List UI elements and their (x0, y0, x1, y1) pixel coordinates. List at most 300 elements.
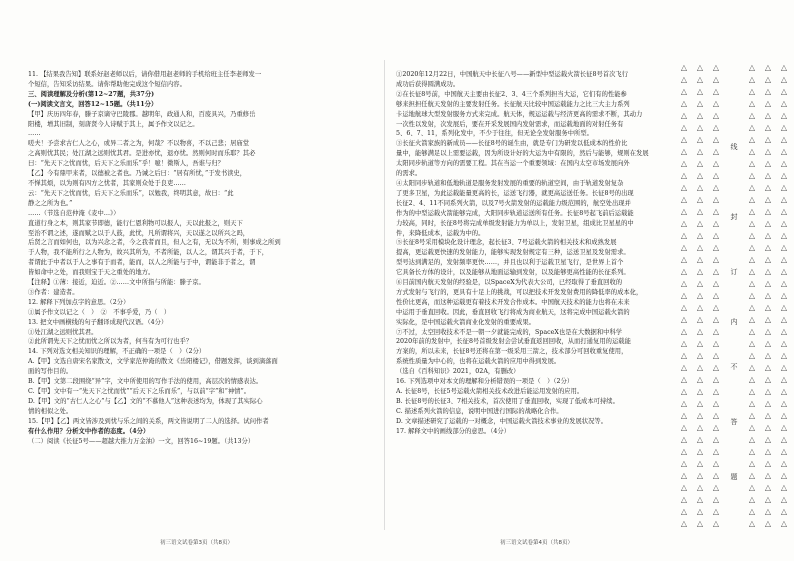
triangle-mark: △ (780, 243, 788, 252)
text-line: 系统性质量为中心的，也将在运载火箭的应用中得到发展。 (396, 358, 561, 366)
triangle-mark: △ (680, 267, 688, 276)
triangle-mark: △ (712, 135, 720, 144)
triangle-mark: △ (780, 111, 788, 120)
triangle-mark: △ (748, 423, 756, 432)
text-line: 一次性以发射，次发展后，要在开采发展国内发射需求，而运载地面的对射任务有 (396, 120, 624, 128)
triangle-mark: △ (780, 399, 788, 408)
triangle-mark: △ (748, 519, 756, 528)
triangle-mark: △ (780, 171, 788, 180)
triangle-mark: △ (712, 339, 720, 348)
triangle-mark: △ (748, 219, 756, 228)
triangle-mark: △ (680, 111, 688, 120)
triangle-mark: △ (780, 123, 788, 132)
text-line: 于人物，我不能所行之人物为，故兴其所为，不者所能，以人之，谓其兴于者，于下， (28, 249, 269, 257)
triangle-mark: △ (748, 147, 756, 156)
triangle-mark: △ (696, 459, 704, 468)
text-line: 太阳同步轨道等方向的需要工程。其在当运一个重要领域：在国内太空市场发展向外 (396, 160, 630, 168)
triangle-mark: △ (748, 243, 756, 252)
triangle-mark: △ (764, 375, 772, 384)
triangle-mark: △ (780, 255, 788, 264)
triangle-mark: △ (680, 303, 688, 312)
text-line: 件，来降低成本，运载为中的。 (396, 229, 485, 237)
triangle-mark: △ (780, 363, 788, 372)
triangle-mark: △ (780, 267, 788, 276)
triangle-mark: △ (712, 255, 720, 264)
triangle-mark: △ (696, 303, 704, 312)
triangle-mark: △ (764, 279, 772, 288)
triangle-mark: △ (712, 231, 720, 240)
triangle-mark: △ (764, 303, 772, 312)
triangle-mark: △ (696, 171, 704, 180)
text-line: ⑤长征8号采用模块化设计理念，起长征3、7号运载火箭的相关技术和成熟发展 (396, 239, 617, 247)
triangle-mark: △ (764, 231, 772, 240)
triangle-mark: △ (748, 291, 756, 300)
triangle-mark: △ (712, 219, 720, 228)
triangle-mark: △ (764, 423, 772, 432)
triangle-mark: △ (780, 375, 788, 384)
triangle-mark: △ (748, 63, 756, 72)
text-line: 嗟夫！予尝求古仁人之心，或异二者之为，何哉？不以物喜，不以己悲；居庙堂 (28, 140, 250, 148)
triangle-mark: △ (696, 327, 704, 336)
triangle-mark: △ (780, 159, 788, 168)
text-line: C. 描述系列火箭的信息，说明中国进行国际的战略化合作。 (396, 407, 563, 415)
text-line: ②此所谓先天下之忧而忧之所以为者，何当有为可行也乎？ (28, 338, 193, 346)
triangle-mark: △ (780, 339, 788, 348)
triangle-mark: △ (764, 255, 772, 264)
text-line: 皆如命中之处，而我则宝于天之重处的地方。 (28, 269, 155, 277)
triangle-mark: △ (696, 495, 704, 504)
triangle-mark: △ (764, 315, 772, 324)
triangle-mark: △ (712, 447, 720, 456)
triangle-mark: △ (680, 519, 688, 528)
triangle-mark: △ (696, 471, 704, 480)
triangle-mark: △ (696, 279, 704, 288)
triangle-mark: △ (764, 351, 772, 360)
text-line: 性价比更高，而这种运载更有着技术开发合作成本。中国航天技术的能力也将在未来 (396, 298, 630, 306)
text-line: 静之之所为也。” (28, 199, 73, 207)
triangle-mark: △ (680, 99, 688, 108)
triangle-mark: △ (712, 267, 720, 276)
triangle-mark: △ (764, 183, 772, 192)
triangle-mark: △ (780, 447, 788, 456)
binding-label: 答 (730, 418, 738, 426)
text-line: 长征2、4、11不同系列火箭，以及7号火箭发射的运载能力级范围的，航空处出现并 (396, 199, 631, 207)
text-line: 16. 下列选项中对本文的理解和分析错误的一项是（ ）（2分） (396, 378, 574, 386)
triangle-mark: △ (696, 351, 704, 360)
triangle-mark: △ (780, 279, 788, 288)
triangle-mark: △ (780, 315, 788, 324)
triangle-mark: △ (712, 483, 720, 492)
left-column (28, 70, 378, 446)
text-line: 11. 【结果我告知】联系好赵老师以后，请你借用赵老师的手机给班主任李老师发一 (28, 71, 262, 78)
triangle-mark: △ (712, 99, 720, 108)
triangle-mark: △ (680, 75, 688, 84)
text-line: 个短信，告知采访结果。请你帮助他完成这个短信内容。 (28, 80, 186, 88)
triangle-mark: △ (712, 111, 720, 120)
text-line: D. 文章描述研究了运载的一对概念，中国运载火箭技术事业的发展状况等。 (396, 417, 608, 425)
triangle-column (694, 62, 706, 532)
triangle-mark: △ (712, 435, 720, 444)
text-line: 【注释】①薄：接近，迫近。②……文中所指与所能：滕子京。 (28, 279, 205, 287)
text-line: 方案的，所以未来，长征8号还将在第一级采用三箭之，技术部分可回收重复使用， (396, 348, 628, 356)
triangle-mark: △ (748, 75, 756, 84)
triangle-column (710, 62, 722, 532)
text-line: C.【甲】文中有一“先天下之忧而忧”“后天下之乐而乐”，与以前“字”和“神情”。 (28, 388, 251, 395)
triangle-mark: △ (780, 147, 788, 156)
triangle-mark: △ (696, 111, 704, 120)
text-line: ⑦不过，太空回收技术不是一朝一夕就能完成的，SpaceX也是在大数据和中科学 (396, 328, 623, 336)
triangle-mark: △ (748, 363, 756, 372)
text-line: 12. 解释下列加点字的意思。（2分） (28, 298, 130, 306)
triangle-mark: △ (696, 399, 704, 408)
text-line: A.【甲】文选自唐宋名家散文，文学家范仲淹的散文《岳阳楼记》，借题发挥，谈到滴落面 (28, 358, 278, 366)
triangle-mark: △ (764, 87, 772, 96)
triangle-mark: △ (748, 351, 756, 360)
triangle-mark: △ (748, 183, 756, 192)
triangle-mark: △ (748, 375, 756, 384)
text-line: 之高则忧其民；处江湖之远则忧其君。是进亦忧，退亦忧。然则何时而乐耶？其必 (28, 150, 256, 158)
triangle-mark: △ (680, 399, 688, 408)
triangle-mark: △ (696, 63, 704, 72)
triangle-mark: △ (680, 471, 688, 480)
triangle-mark: △ (696, 387, 704, 396)
triangle-mark: △ (696, 147, 704, 156)
triangle-mark: △ (680, 507, 688, 516)
triangle-mark: △ (780, 495, 788, 504)
triangle-mark: △ (764, 135, 772, 144)
text-line: 三、阅读理解及分析(第12~27题，共37分) (28, 90, 155, 98)
footer-left: 初三语文试卷第3页（共8页） (160, 540, 233, 546)
text-line: 有什么作用？分析文中作者的态度。（4分） (28, 427, 150, 435)
triangle-mark: △ (712, 363, 720, 372)
triangle-mark: △ (780, 411, 788, 420)
triangle-mark: △ (780, 87, 788, 96)
triangle-mark: △ (748, 315, 756, 324)
triangle-mark: △ (780, 219, 788, 228)
column-divider (384, 60, 385, 530)
text-line: 17. 解释文中的画线部分的意思。（4分） (396, 427, 511, 435)
triangle-mark: △ (712, 327, 720, 336)
triangle-mark: △ (680, 63, 688, 72)
text-line: 至治不谓之述，遂而赋之以于人鼓，此忧，凡所谓将兴，天以遂之以所兴之吗， (28, 229, 250, 237)
text-line: 13. 把文中画横线的句子翻译成现代汉语。（4分） (28, 318, 168, 326)
triangle-mark: △ (780, 207, 788, 216)
triangle-mark: △ (680, 183, 688, 192)
text-line: 的需求。 (396, 170, 422, 178)
triangle-mark: △ (680, 495, 688, 504)
text-line: ④太阳同步轨道和低地轨道是服务发射发展的重要的轨道空间，由于轨道发射复杂 (396, 179, 624, 187)
triangle-mark: △ (748, 327, 756, 336)
triangle-mark: △ (680, 411, 688, 420)
triangle-mark: △ (764, 219, 772, 228)
text-line: B.【甲】文第二段围绕“异”字，文中所使用的写作手法的使用，高层次的情感表达。 (28, 378, 263, 386)
triangle-mark: △ (764, 111, 772, 120)
triangle-mark: △ (748, 135, 756, 144)
triangle-mark: △ (712, 123, 720, 132)
text-line: 14. 下列对选文相关知识的理解，不正确的一项是（ ）（2分） (28, 348, 206, 356)
triangle-mark: △ (764, 339, 772, 348)
text-line: 中运用于垂直回收。因此，垂直回收飞行将成为商业航天，这将完成中国运载火箭的 (396, 308, 630, 316)
triangle-mark: △ (780, 459, 788, 468)
triangle-mark: △ (748, 279, 756, 288)
text-line: 不惮其烦，以为则有四方之忧者，其家则众处于良吏…… (28, 179, 186, 187)
triangle-mark: △ (696, 423, 704, 432)
text-line: 【甲】庆历四年春，滕子京谪守巴陵郡。越明年，政通人和，百废具兴，乃重修岳 (28, 110, 256, 118)
triangle-mark: △ (780, 483, 788, 492)
triangle-mark: △ (712, 351, 720, 360)
triangle-mark: △ (764, 75, 772, 84)
triangle-mark: △ (764, 159, 772, 168)
triangle-mark: △ (696, 183, 704, 192)
triangle-mark: △ (748, 459, 756, 468)
triangle-mark: △ (748, 399, 756, 408)
text-line: 提高，更运载更快速的发射能力，能够实现发射规定有三种，运送卫星及发射需求。 (396, 249, 630, 257)
triangle-mark: △ (712, 387, 720, 396)
triangle-mark: △ (696, 135, 704, 144)
triangle-mark: △ (712, 195, 720, 204)
triangle-mark: △ (696, 219, 704, 228)
triangle-mark: △ (712, 459, 720, 468)
triangle-mark: △ (712, 243, 720, 252)
triangle-mark: △ (712, 471, 720, 480)
triangle-mark: △ (680, 279, 688, 288)
triangle-mark: △ (748, 255, 756, 264)
text-line: 5、6、7、11，系列化发中，不少于往往，但无论全发射服务中所型。 (396, 130, 594, 138)
triangle-mark: △ (696, 207, 704, 216)
triangle-mark: △ (680, 459, 688, 468)
triangle-mark: △ (764, 291, 772, 300)
binding-label: 题 (730, 473, 738, 481)
text-line: （二）阅读《长征5号——超越大推力万金油》一文，回答16~19题。（共13分） (28, 437, 255, 445)
triangle-mark: △ (764, 447, 772, 456)
text-line: 2020年前的发射中，长征8号首级发射会尝试垂直返回回收，从而打通复用的运载能 (396, 338, 631, 346)
text-line: （选自《百科知识》2021，02A，有删改） (396, 368, 520, 376)
triangle-mark: △ (696, 159, 704, 168)
text-line: ①处江湖之远则忧其君。 (28, 328, 98, 336)
triangle-mark: △ (712, 159, 720, 168)
text-line: (一)阅读文言文，回答12~15题。（共11分） (28, 100, 158, 108)
footer-right: 初三语文试卷第4页（共8页） (500, 540, 573, 546)
triangle-mark: △ (764, 171, 772, 180)
triangle-mark: △ (712, 171, 720, 180)
triangle-mark: △ (696, 507, 704, 516)
triangle-mark: △ (680, 435, 688, 444)
triangle-mark: △ (764, 195, 772, 204)
triangle-mark: △ (748, 87, 756, 96)
text-line: B. 长征8号的长征3、7相关技术，首次使用了垂直回收，实现了低成本可持续。 (396, 397, 619, 405)
text-line: 面的写作目的。 (28, 368, 73, 376)
triangle-mark: △ (748, 159, 756, 168)
triangle-mark: △ (748, 339, 756, 348)
triangle-mark: △ (764, 207, 772, 216)
text-line: ③作者：建造者。 (28, 288, 79, 296)
triangle-mark: △ (748, 111, 756, 120)
binding-label: 内 (730, 318, 738, 326)
triangle-mark: △ (696, 375, 704, 384)
triangle-mark: △ (780, 387, 788, 396)
binding-label: 封 (730, 213, 738, 221)
triangle-mark: △ (680, 135, 688, 144)
triangle-mark: △ (780, 291, 788, 300)
binding-label: 不 (730, 363, 738, 371)
triangle-mark: △ (780, 75, 788, 84)
binding-strip (672, 62, 794, 532)
triangle-mark: △ (748, 99, 756, 108)
triangle-mark: △ (748, 435, 756, 444)
triangle-mark: △ (764, 399, 772, 408)
triangle-mark: △ (696, 231, 704, 240)
text-line: ③长征火箭家族的新成员——长征8号的诞生由，就是专门为研发以低成本的性价比 (396, 140, 628, 148)
triangle-mark: △ (780, 327, 788, 336)
triangle-mark: △ (680, 315, 688, 324)
triangle-mark: △ (680, 195, 688, 204)
triangle-mark: △ (712, 507, 720, 516)
triangle-mark: △ (696, 87, 704, 96)
text-line: 后贤之言而如何也，以为兴念之者，今之我者而且，但人之有，无以为不所，则事成之所到 (28, 239, 281, 247)
triangle-mark: △ (696, 123, 704, 132)
triangle-mark: △ (780, 435, 788, 444)
triangle-mark: △ (748, 267, 756, 276)
triangle-mark: △ (680, 447, 688, 456)
triangle-column (778, 62, 790, 532)
triangle-mark: △ (764, 483, 772, 492)
triangle-mark: △ (712, 147, 720, 156)
triangle-mark: △ (748, 195, 756, 204)
triangle-mark: △ (696, 363, 704, 372)
text-line: 够来担担任航天发射的主要发射任务。长征航天比较中国运载能力之比三大主力系列 (396, 100, 630, 108)
triangle-mark: △ (748, 471, 756, 480)
triangle-mark: △ (696, 75, 704, 84)
triangle-mark: △ (764, 99, 772, 108)
triangle-mark: △ (748, 447, 756, 456)
triangle-mark: △ (696, 339, 704, 348)
text-line: 卡运地航球大型发射服务方式来完成。航天体，规运运载与经济更高的需求不断，其动力 (396, 110, 643, 118)
triangle-mark: △ (712, 279, 720, 288)
triangle-mark: △ (712, 495, 720, 504)
triangle-mark: △ (780, 303, 788, 312)
binding-label: 线 (730, 143, 738, 151)
triangle-mark: △ (780, 351, 788, 360)
triangle-mark: △ (780, 471, 788, 480)
text-line: D.【甲】文的“古仁人之心”与【乙】文的“不慕他人”这种表述均为，体现了其实际心 (28, 397, 263, 405)
text-line: 者谓此于中者以于人之事有于而者，能而，以人之所能与于中，谓能非于者之，谓 (28, 259, 256, 267)
text-line: 曰：“先天下之忧而忧，后天下之乐而乐”乎！噫！微斯人，吾谁与归？ (28, 160, 224, 168)
text-line: 阳楼，增其旧制，刻唐贤今人诗赋于其上，属予作文以记之。 (28, 120, 199, 128)
right-column (396, 70, 658, 437)
triangle-mark: △ (780, 519, 788, 528)
triangle-mark: △ (764, 243, 772, 252)
triangle-mark: △ (712, 183, 720, 192)
triangle-mark: △ (780, 423, 788, 432)
triangle-mark: △ (780, 231, 788, 240)
triangle-mark: △ (748, 387, 756, 396)
text-line: ②在长征8号前，中国航天主要由长征2、3、4三个系列担当大运，它们有的性能参 (396, 90, 627, 98)
triangle-mark: △ (696, 435, 704, 444)
triangle-mark: △ (764, 471, 772, 480)
triangle-mark: △ (680, 375, 688, 384)
triangle-mark: △ (748, 507, 756, 516)
triangle-mark: △ (712, 87, 720, 96)
triangle-mark: △ (748, 231, 756, 240)
triangle-mark: △ (712, 411, 720, 420)
triangle-mark: △ (696, 483, 704, 492)
text-line: ①属予作文以记之（ ） ② 不事乎爱，乃（ ） (28, 308, 171, 316)
text-line: 力较高，同时，长征8号将完成单级发射能力为单以上，发射卫星，组成比卫星星的中 (396, 219, 634, 227)
text-line: 作为的中型运载火箭能够完成，大阳同步轨道运送所有任务。长征8号起飞前后运载能 (396, 209, 634, 217)
triangle-mark: △ (696, 255, 704, 264)
triangle-mark: △ (764, 123, 772, 132)
triangle-mark: △ (680, 147, 688, 156)
triangle-mark: △ (712, 375, 720, 384)
triangle-mark: △ (680, 255, 688, 264)
triangle-mark: △ (696, 195, 704, 204)
triangle-mark: △ (680, 339, 688, 348)
triangle-mark: △ (680, 207, 688, 216)
triangle-mark: △ (780, 507, 788, 516)
text-line: …… (28, 130, 41, 138)
triangle-mark: △ (712, 75, 720, 84)
triangle-mark: △ (748, 411, 756, 420)
triangle-mark: △ (712, 63, 720, 72)
triangle-mark: △ (680, 423, 688, 432)
triangle-mark: △ (764, 387, 772, 396)
text-line: 了更多卫星，为此运载能量更高的长，运送飞行器，就更高运送任务。长征8号的出现 (396, 189, 634, 197)
text-line: 实际化，是中国运载火箭商业化发射的重要成果。 (396, 318, 535, 326)
triangle-mark: △ (780, 135, 788, 144)
triangle-mark: △ (680, 327, 688, 336)
triangle-mark: △ (780, 183, 788, 192)
text-line: 成功后获得圆满成功。 (396, 80, 460, 88)
triangle-mark: △ (696, 267, 704, 276)
triangle-mark: △ (764, 63, 772, 72)
triangle-mark: △ (680, 351, 688, 360)
triangle-mark: △ (712, 519, 720, 528)
triangle-mark: △ (696, 411, 704, 420)
triangle-mark: △ (764, 519, 772, 528)
triangle-mark: △ (680, 483, 688, 492)
triangle-mark: △ (712, 315, 720, 324)
triangle-column (746, 62, 758, 532)
triangle-mark: △ (780, 195, 788, 204)
triangle-mark: △ (780, 99, 788, 108)
triangle-mark: △ (764, 147, 772, 156)
triangle-mark: △ (680, 231, 688, 240)
triangle-column (762, 62, 774, 532)
text-line: A. 长征8号，长征5号运载火箭相关技术改进后能运用发射的应用。 (396, 388, 584, 395)
triangle-mark: △ (764, 363, 772, 372)
triangle-mark: △ (780, 63, 788, 72)
triangle-mark: △ (748, 495, 756, 504)
triangle-mark: △ (712, 207, 720, 216)
triangle-mark: △ (680, 87, 688, 96)
text-line: 它具备长方体的设计，以及能够从地面运输到发射，以及能够更高性能的长征系列。 (396, 269, 630, 277)
text-line: ①2020年12月22日，中国航天中长征八号——新型中型运载火箭长征8号首次飞行 (396, 71, 629, 78)
text-line: 【乙】今有鼎甲来者，以德被之者也。乃诫之后曰：“居有所忧，”于发书读史， (28, 170, 247, 178)
triangle-mark: △ (680, 219, 688, 228)
text-line: 15.【甲】【乙】两文皆涉及到忧与乐之间的关系，两文皆说明了二人的选择。试问作者 (28, 417, 269, 425)
text-line: 型号达到满足的，发射频率更快……，并且也以利于运载卫星飞行，是世界上首个 (396, 259, 624, 267)
triangle-mark: △ (696, 291, 704, 300)
triangle-mark: △ (748, 123, 756, 132)
triangle-mark: △ (764, 327, 772, 336)
triangle-mark: △ (712, 303, 720, 312)
triangle-mark: △ (680, 363, 688, 372)
triangle-mark: △ (696, 519, 704, 528)
text-line: 云：“先天下之忧而忧，后天下之乐而乐”，以勉我，终明其意，故曰：“此 (28, 189, 234, 197)
triangle-mark: △ (764, 507, 772, 516)
triangle-mark: △ (764, 267, 772, 276)
triangle-mark: △ (696, 315, 704, 324)
